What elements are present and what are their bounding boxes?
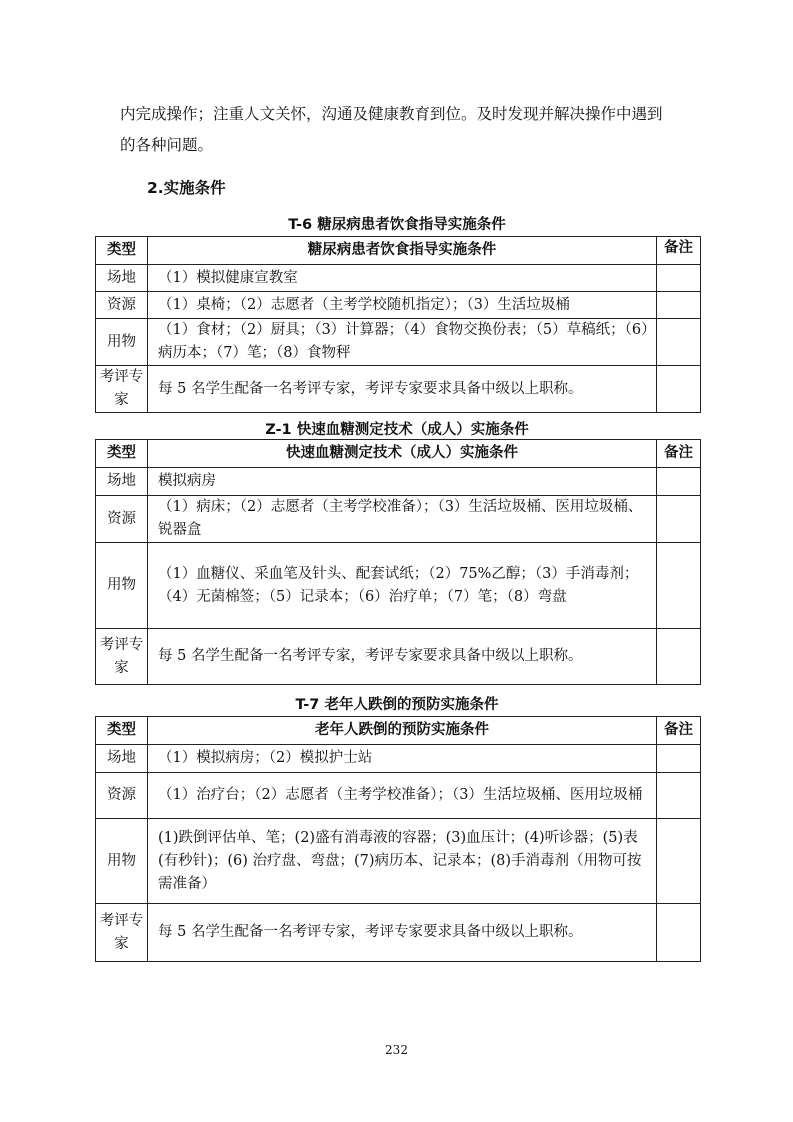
table-row	[96, 319, 701, 366]
row-remark	[657, 745, 701, 773]
row-remark	[657, 629, 701, 685]
header-type: 类型	[96, 440, 148, 468]
row-type: 用物	[96, 819, 148, 904]
conditions-table	[95, 236, 701, 413]
table-header-row	[96, 717, 701, 745]
row-remark	[657, 904, 701, 962]
header-conditions: 老年人跌倒的预防实施条件	[148, 717, 657, 745]
conditions-table	[95, 439, 701, 685]
table-row	[96, 468, 701, 496]
row-remark	[657, 292, 701, 319]
row-type: 考评专家	[96, 904, 148, 962]
table-row	[96, 292, 701, 319]
row-type: 考评专家	[96, 366, 148, 413]
table-row	[96, 629, 701, 685]
conditions-table	[95, 716, 701, 962]
row-type: 资源	[96, 496, 148, 543]
row-content: （1）血糖仪、采血笔及针头、配套试纸；（2）75%乙醇；（3）手消毒剂；（4）无菌棉签；（5）记录本；（6）治疗单；（7）笔；（8）弯盘	[148, 543, 657, 629]
intro-line-2: 的各种问题。	[120, 136, 214, 154]
table-title: Z-1 快速血糖测定技术（成人）实施条件	[265, 422, 529, 438]
table-row	[96, 773, 701, 819]
row-content: （1）模拟健康宣教室	[148, 265, 657, 292]
row-type: 考评专家	[96, 629, 148, 685]
row-type: 用物	[96, 319, 148, 366]
intro-line-1: 内完成操作；注重人文关怀，沟通及健康教育到位。及时发现并解决操作中遇到	[120, 105, 663, 123]
row-content: （1）病床；（2）志愿者（主考学校准备）；（3）生活垃圾桶、医用垃圾桶、锐器盒	[148, 496, 657, 543]
row-type: 场地	[96, 745, 148, 773]
row-remark	[657, 543, 701, 629]
row-remark	[657, 468, 701, 496]
row-content: 每 5 名学生配备一名考评专家，考评专家要求具备中级以上职称。	[148, 904, 657, 962]
header-remark: 备注	[657, 440, 701, 468]
header-remark: 备注	[657, 717, 701, 745]
row-type: 场地	[96, 265, 148, 292]
row-type: 资源	[96, 773, 148, 819]
row-content: （1）模拟病房；（2）模拟护士站	[148, 745, 657, 773]
table-header-row	[96, 237, 701, 265]
header-conditions: 快速血糖测定技术（成人）实施条件	[148, 440, 657, 468]
row-content: 模拟病房	[148, 468, 657, 496]
row-remark	[657, 819, 701, 904]
table-row	[96, 904, 701, 962]
header-conditions: 糖尿病患者饮食指导实施条件	[148, 237, 657, 265]
table-row	[96, 265, 701, 292]
header-remark: 备注	[657, 237, 701, 265]
row-content: （1）治疗台；（2）志愿者（主考学校准备）；（3）生活垃圾桶、医用垃圾桶	[148, 773, 657, 819]
row-content: （1）桌椅；（2）志愿者（主考学校随机指定）；（3）生活垃圾桶	[148, 292, 657, 319]
header-type: 类型	[96, 717, 148, 745]
table-header-row	[96, 440, 701, 468]
row-type: 场地	[96, 468, 148, 496]
table-title: T-6 糖尿病患者饮食指导实施条件	[288, 217, 506, 233]
table-row	[96, 543, 701, 629]
section-heading: 2.实施条件	[147, 179, 226, 197]
row-content: (1)跌倒评估单、笔；(2)盛有消毒液的容器；(3)血压计；(4)听诊器；(5)表(有秒针)；(6) 治疗盘、弯盘；(7)病历本、记录本；(8)手消毒剂（用物可按需准备）	[148, 819, 657, 904]
table-row	[96, 496, 701, 543]
page-number: 232	[385, 1043, 408, 1057]
header-type: 类型	[96, 237, 148, 265]
row-remark	[657, 773, 701, 819]
row-content: 每 5 名学生配备一名考评专家，考评专家要求具备中级以上职称。	[148, 366, 657, 413]
row-type: 用物	[96, 543, 148, 629]
table-row	[96, 819, 701, 904]
row-content: （1）食材；（2）厨具；（3）计算器；（4）食物交换份表；（5）草稿纸；（6）病历本；（7）笔；（8）食物秤	[148, 319, 657, 366]
row-type: 资源	[96, 292, 148, 319]
table-row	[96, 366, 701, 413]
row-remark	[657, 319, 701, 366]
table-title: T-7 老年人跌倒的预防实施条件	[295, 697, 499, 713]
row-remark	[657, 496, 701, 543]
row-content: 每 5 名学生配备一名考评专家，考评专家要求具备中级以上职称。	[148, 629, 657, 685]
table-row	[96, 745, 701, 773]
row-remark	[657, 265, 701, 292]
row-remark	[657, 366, 701, 413]
